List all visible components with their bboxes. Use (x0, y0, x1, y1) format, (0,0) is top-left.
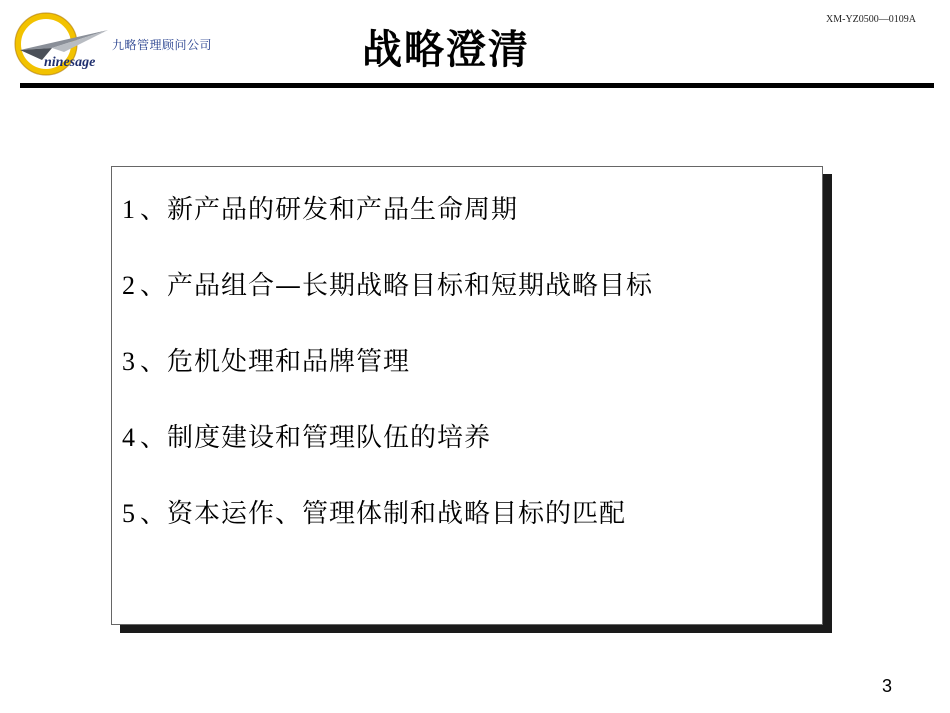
topic-list (122, 193, 653, 573)
header-divider (20, 83, 934, 88)
company-name: 九略管理顾问公司 (112, 38, 213, 52)
list-item (122, 269, 653, 345)
item-number: 2 (122, 271, 136, 300)
brand-text: ninesage (44, 55, 96, 70)
list-item (122, 497, 653, 573)
document-code: XM-YZ0500—0109A (826, 14, 916, 25)
list-item (122, 193, 653, 269)
page-title: 战略澄清 (362, 26, 530, 73)
item-text: 、危机处理和品牌管理 (140, 347, 411, 377)
page-number: 3 (881, 676, 892, 696)
item-text: 、资本运作、管理体制和战略目标的匹配 (140, 499, 627, 529)
content-box (111, 166, 823, 625)
list-item (122, 345, 653, 421)
item-text: 、产品组合—长期战略目标和短期战略目标 (140, 271, 654, 301)
list-item (122, 421, 653, 497)
item-number: 1 (122, 195, 136, 224)
item-number: 4 (122, 423, 136, 452)
item-text: 、制度建设和管理队伍的培养 (140, 423, 492, 453)
item-number: 5 (122, 499, 136, 528)
item-number: 3 (122, 347, 136, 376)
item-text: 、新产品的研发和产品生命周期 (140, 195, 519, 225)
